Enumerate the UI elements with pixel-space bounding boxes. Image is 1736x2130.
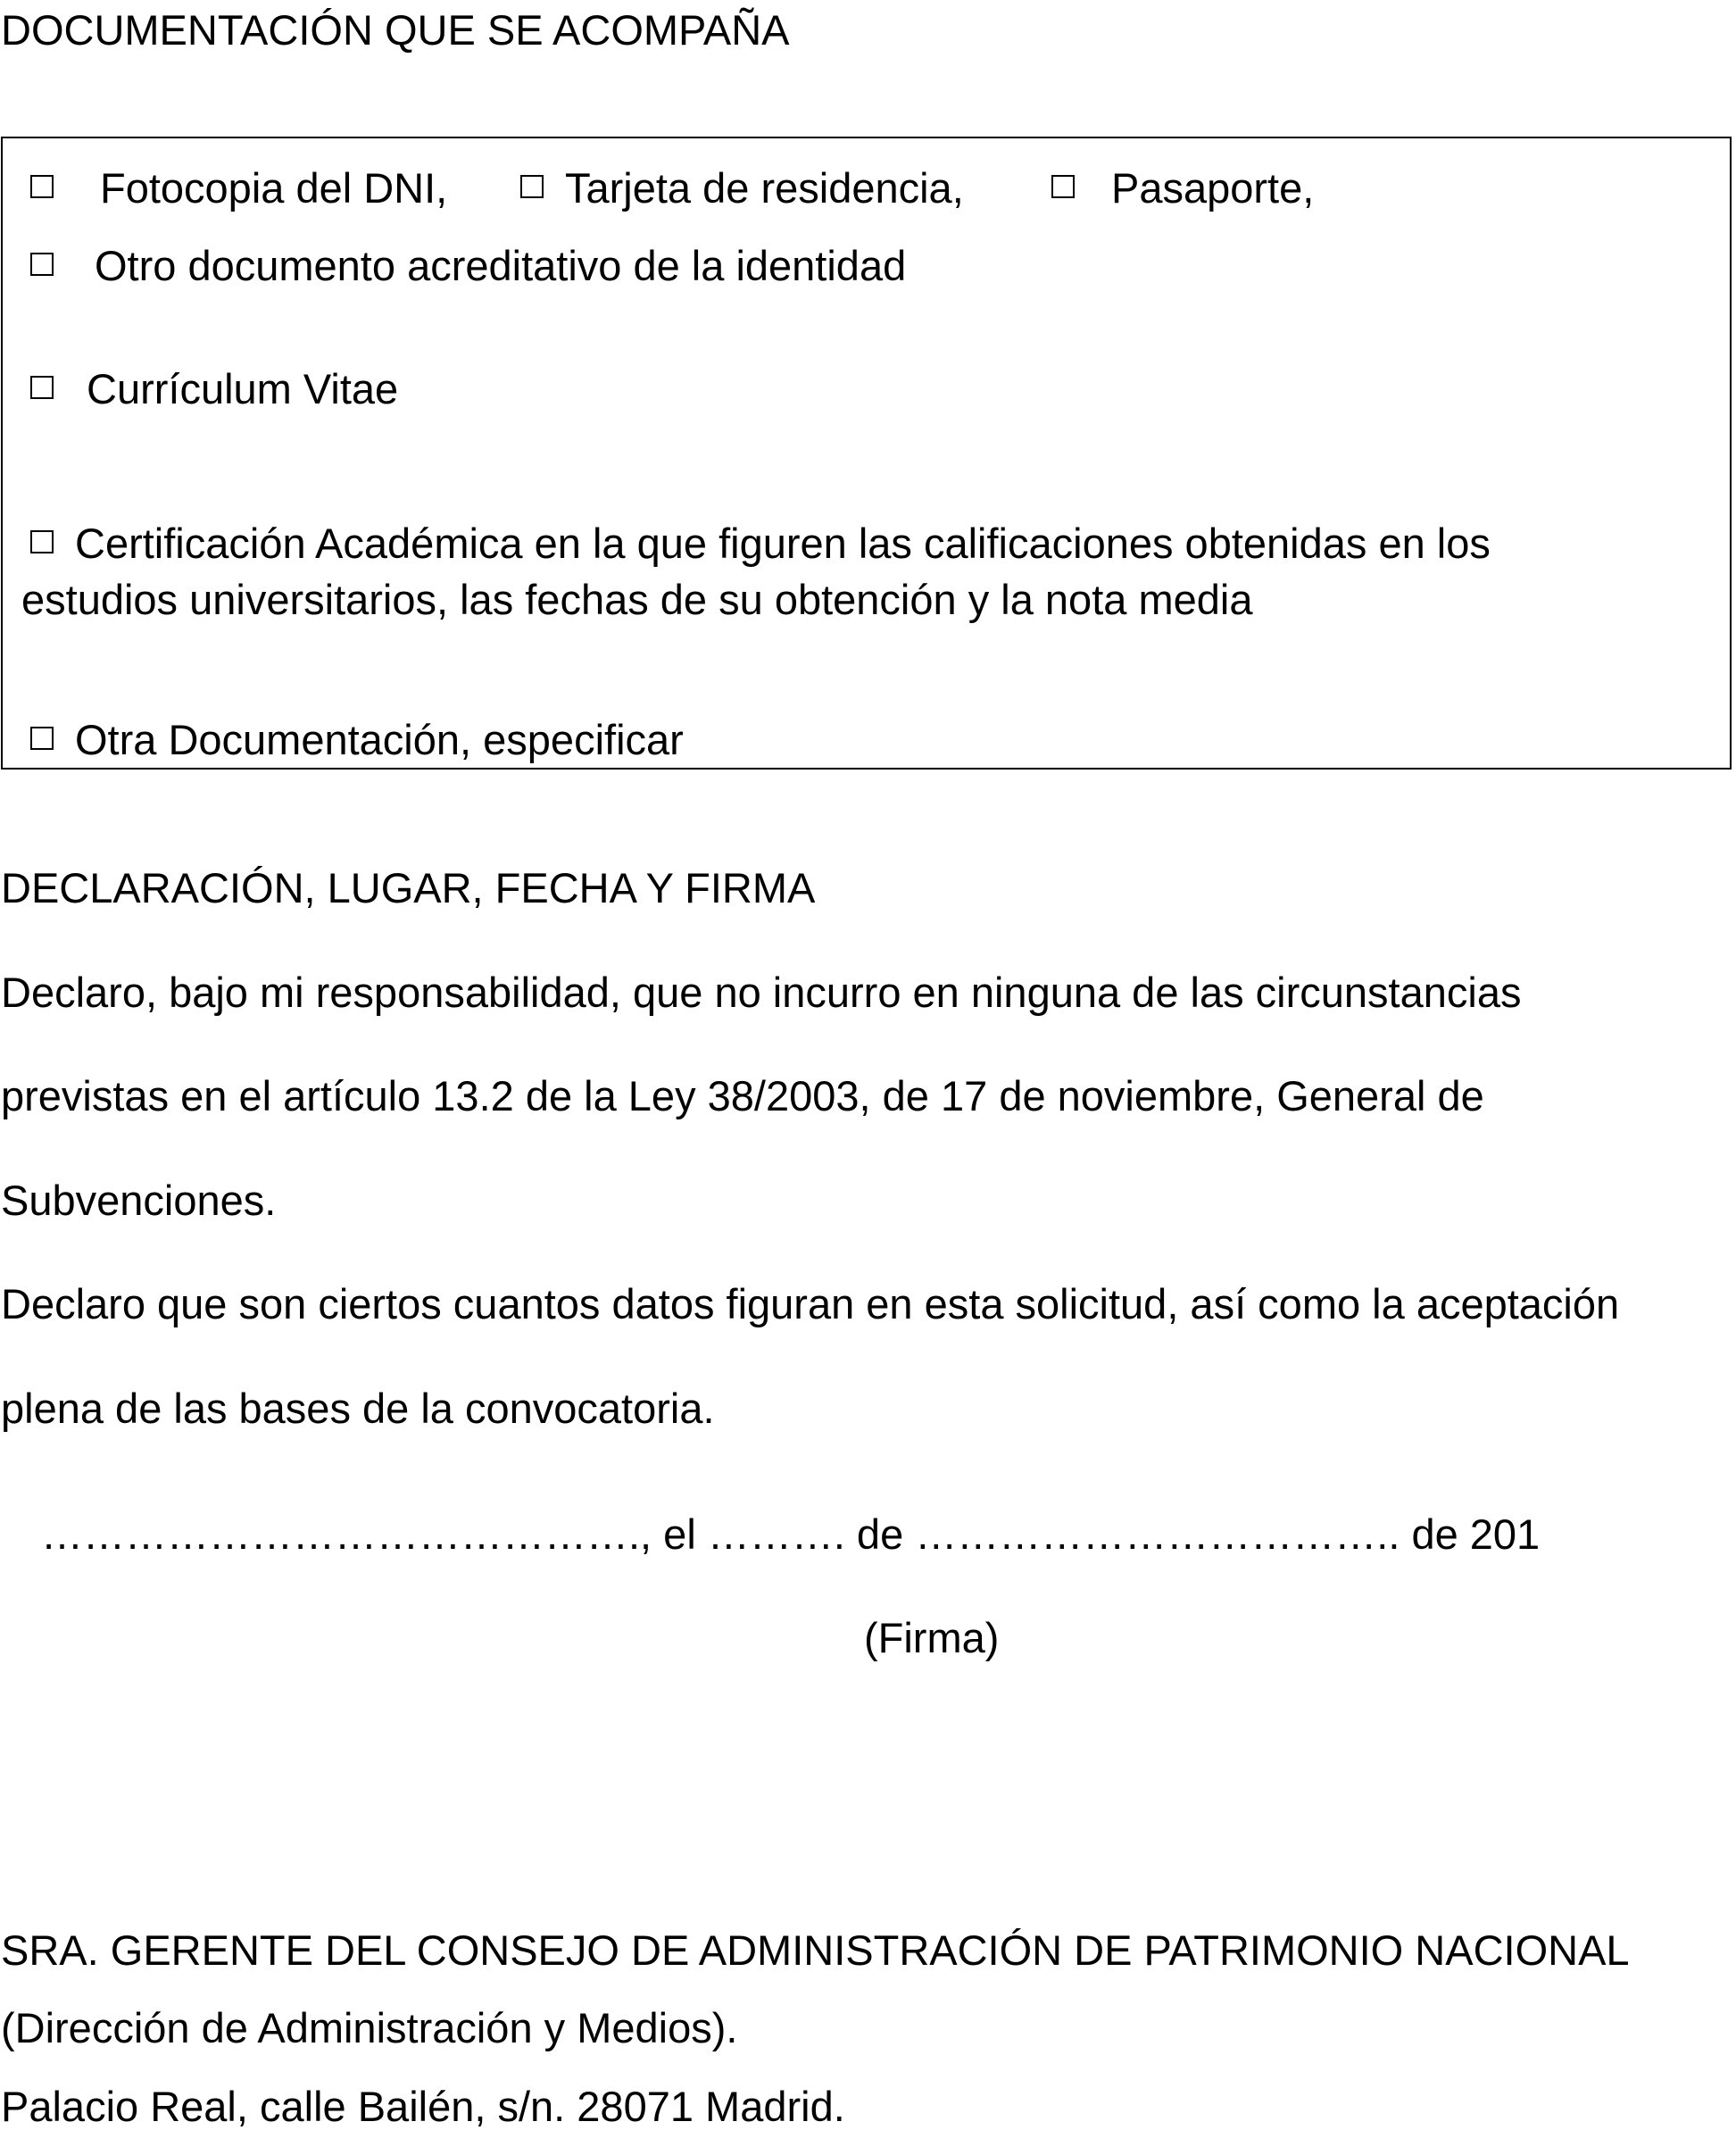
declaration-line: Declaro, bajo mi responsabilidad, que no incurro en ninguna de las circunstancias <box>1 969 1522 1016</box>
label-pasaporte: Pasaporte, <box>1111 164 1315 212</box>
checkbox-otro-identidad[interactable] <box>30 253 54 276</box>
label-certificacion-line2: estudios universitarios, las fechas de su obtención y la nota media <box>21 576 1253 623</box>
checkbox-dni[interactable] <box>30 175 54 198</box>
declaration-heading: DECLARACIÓN, LUGAR, FECHA Y FIRMA <box>1 864 816 911</box>
addressee-line-1: SRA. GERENTE DEL CONSEJO DE ADMINISTRACIÓN DE PATRIMONIO NACIONAL <box>1 1926 1630 1974</box>
label-residencia: Tarjeta de residencia, <box>565 164 964 212</box>
signature-label: (Firma) <box>864 1614 1000 1661</box>
label-otra: Otra Documentación, especificar <box>75 716 684 763</box>
declaration-line: plena de las bases de la convocatoria. <box>1 1385 715 1432</box>
addressee-line-2: (Dirección de Administración y Medios). <box>1 2004 738 2051</box>
label-certificacion-line1: Certificación Académica en la que figuren las calificaciones obtenidas en los <box>75 520 1491 567</box>
place-date-line: ……………………………………., el ………. de …………………………….. de 201 <box>41 1510 1541 1558</box>
label-otro-identidad: Otro documento acreditativo de la identidad <box>95 242 907 289</box>
label-curriculum: Currículum Vitae <box>87 365 399 412</box>
label-dni: Fotocopia del DNI, <box>100 164 448 212</box>
addressee-line-3: Palacio Real, calle Bailén, s/n. 28071 Madrid. <box>1 2083 845 2130</box>
checkbox-pasaporte[interactable] <box>1051 175 1075 198</box>
documentation-box <box>1 137 1732 770</box>
declaration-line: Declaro que son ciertos cuantos datos figuran en esta solicitud, así como la aceptación <box>1 1280 1620 1327</box>
checkbox-curriculum[interactable] <box>30 376 54 399</box>
declaration-line: Subvenciones. <box>1 1177 277 1224</box>
checkbox-certificacion[interactable] <box>30 530 54 553</box>
checkbox-otra[interactable] <box>30 727 54 750</box>
documentation-heading: DOCUMENTACIÓN QUE SE ACOMPAÑA <box>1 6 790 54</box>
declaration-line: previstas en el artículo 13.2 de la Ley 38/2003, de 17 de noviembre, General de <box>1 1072 1484 1119</box>
checkbox-residencia[interactable] <box>520 175 544 198</box>
